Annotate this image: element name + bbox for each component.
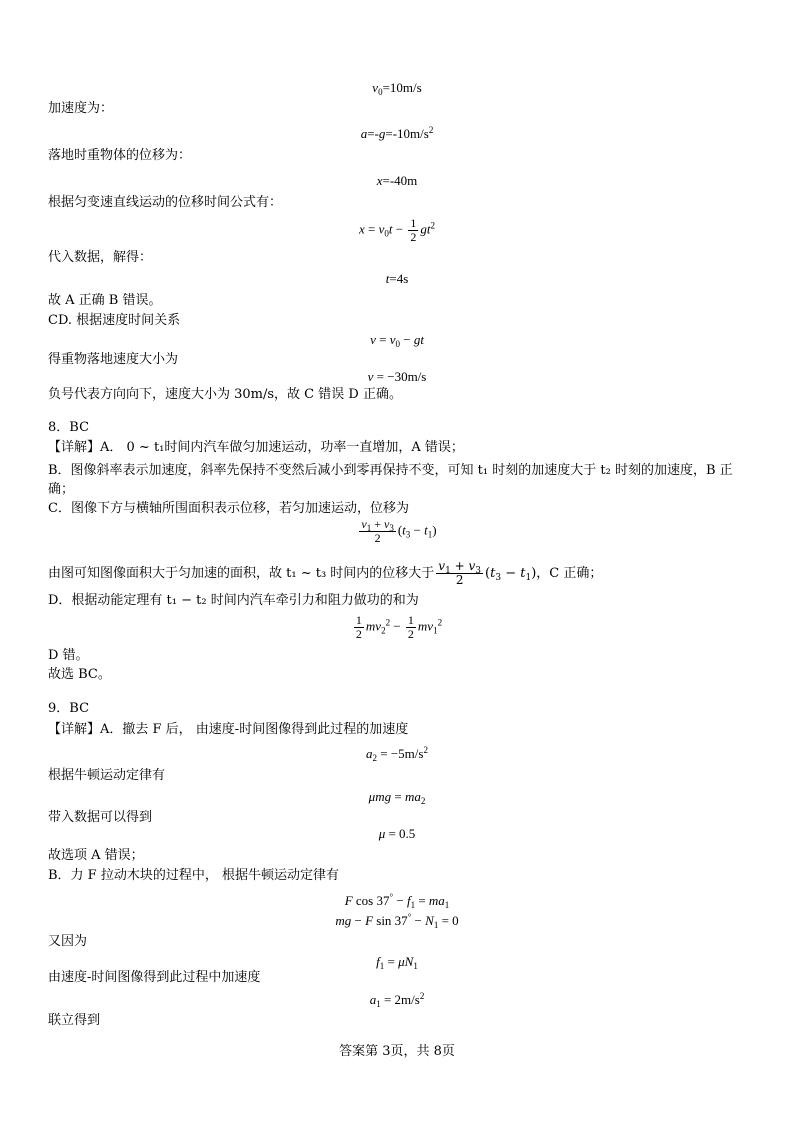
text-line: 联立得到 <box>48 1013 101 1028</box>
equation-displacement-formula: $x = v_0t$ − $\frac{1}{2}$ $gt^2$ <box>359 216 435 244</box>
equation-uniform-displacement: $\frac{v_1 + v_3}{2}$ $(t_3 - t_1)$ <box>361 517 437 545</box>
question-8-answer: 8．BC <box>48 420 90 435</box>
text-line: 故选项 A 错误； <box>48 848 144 863</box>
text-line: 加速度为： <box>48 101 114 116</box>
equation-mu: μ = 0.5 <box>378 826 416 841</box>
text-segment: ，C 正确； <box>536 566 603 581</box>
text-line: 代入数据，解得： <box>48 250 153 265</box>
equation-a2: $a_2 = -5m/s^2$ <box>366 745 428 763</box>
text-line: 带入数据可以得到 <box>48 810 153 825</box>
equation-final-velocity: v = −30m/s <box>367 369 427 384</box>
equation-work-energy: $\frac{1}{2}$ $mv_2^2$ − $\frac{1}{2}$ $mv_1^2$ <box>355 613 443 641</box>
equation-displacement: x=-40m <box>376 173 418 188</box>
equation-vertical-force: mg − F $\sin 37^\circ - N_1 = 0$ <box>335 912 459 930</box>
text-line: C．图像下方与横轴所围面积表示位移，若匀加速运动，位移为 <box>48 501 409 516</box>
text-line: 根据牛顿运动定律有 <box>48 768 166 783</box>
text-line: 得重物落地速度大小为 <box>48 352 179 367</box>
text-line: B．图像斜率表示加速度，斜率先保持不变然后减小到零再保持不变，可知 t₁ 时刻的加速度大于 t₂ 时刻的加速度，B 正确； <box>48 463 733 497</box>
equation-friction-newton: $\mu mg = ma_2$ <box>368 789 426 806</box>
text-line: 由速度-时间图像得到此过程中加速度 <box>48 970 261 985</box>
text-line: 落地时重物体的位移为： <box>48 148 192 163</box>
inline-fraction: $\frac{v_1 + v_3}{2}$ <box>438 559 482 587</box>
equation-horizontal-force: F $\cos 37^\circ - f_1 = ma_1$ <box>344 892 450 910</box>
text-line: CD. 根据速度时间关系 <box>48 313 181 328</box>
equation-velocity-time: $v = v_0$ − gt <box>370 332 424 349</box>
equation-a1: $a_1 = 2m/s^2$ <box>369 991 425 1009</box>
text-line: D．根据动能定理有 t₁ − t₂ 时间内汽车牵引力和阻力做功的和为 <box>48 593 419 608</box>
equation-time: t=4s <box>385 271 409 286</box>
equation-acceleration: $a=-g=-10m/s^2$ <box>360 125 434 141</box>
text-line: 又因为 <box>48 934 88 949</box>
equation-f1: $f_1 = \mu N_1$ <box>376 954 418 971</box>
text-line: 由图可知图像面积大于匀加速的面积，故 t₁ ~ t₃ 时间内的位移大于 $\frac{v_1 + v_3}{2}$ $(t_3 - t_1)$，C 正确； <box>48 559 603 587</box>
text-line: 故选 BC。 <box>48 667 111 682</box>
text-line: 故 A 正确 B 错误。 <box>48 293 162 308</box>
page-footer: 答案第 3页，共 8页 <box>339 1044 455 1059</box>
text-line: 负号代表方向向下，速度大小为 30m/s，故 C 错误 D 正确。 <box>48 387 402 402</box>
text-line: D 错。 <box>48 648 89 663</box>
text-line: B．力 F 拉动木块的过程中， 根据牛顿运动定律有 <box>48 868 339 883</box>
equation-initial-velocity: $v_0=10m/s$ <box>372 80 422 97</box>
text-line: 【详解】A． 0 ~ t₁时间内汽车做匀加速运动，功率一直增加，A 错误； <box>48 440 464 455</box>
text-line: 【详解】A．撤去 F 后， 由速度-时间图像得到此过程的加速度 <box>48 722 409 737</box>
question-9-answer: 9．BC <box>48 701 90 716</box>
text-segment: 由图可知图像面积大于匀加速的面积，故 t₁ ~ t₃ 时间内的位移大于 <box>48 566 435 581</box>
text-line: 根据匀变速直线运动的位移时间公式有： <box>48 195 283 210</box>
